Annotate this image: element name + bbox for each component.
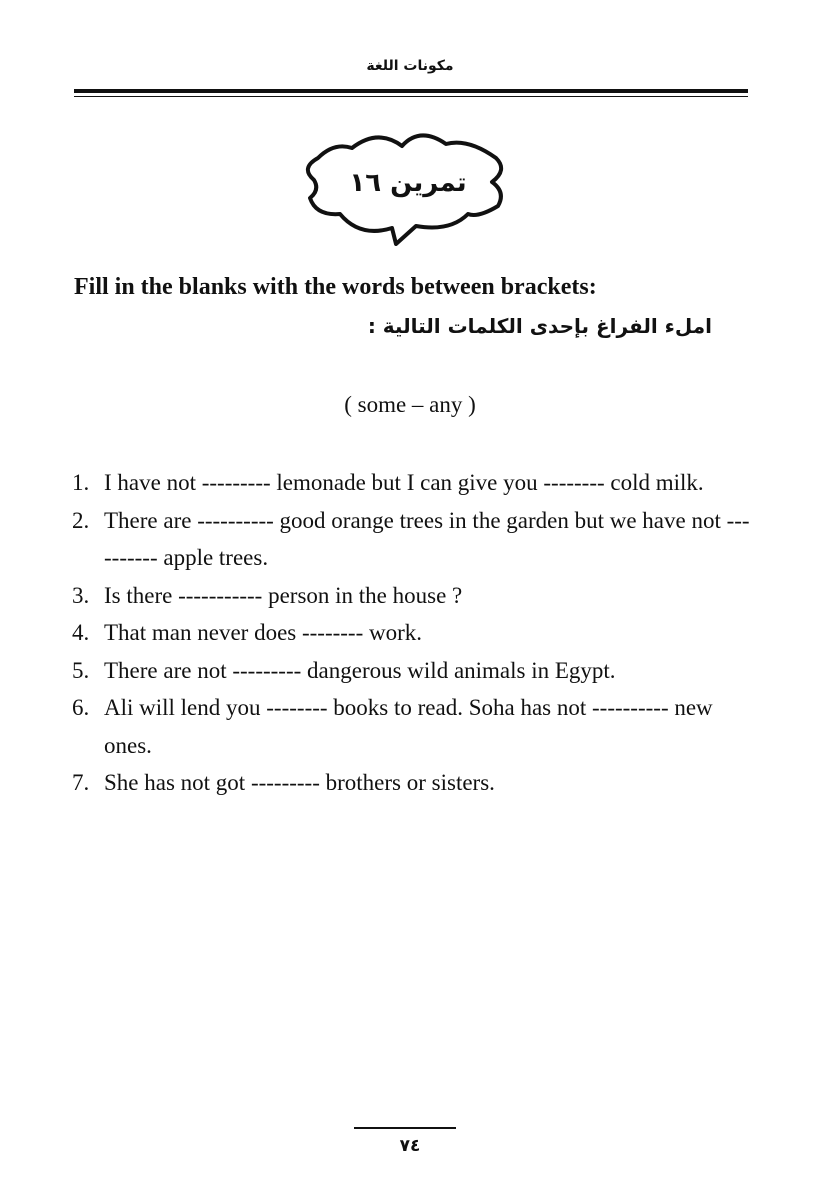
exercise-badge (300, 122, 516, 246)
question-item (72, 764, 752, 802)
question-text: Ali will lend you -------- books to read. Soha has not ---------- new ones. (104, 695, 713, 758)
question-number: 1. (72, 470, 90, 495)
instruction-english: Fill in the blanks with the words between brackets: (74, 274, 597, 300)
word-bank: ( some – any ) (344, 392, 476, 417)
question-item (72, 652, 752, 690)
question-text: Is there ----------- person in the house ? (104, 582, 463, 608)
question-number: 2. (72, 507, 90, 533)
header-rule-thick (74, 89, 748, 93)
running-head-title: مكونات اللغة (366, 58, 454, 74)
question-list (72, 464, 752, 802)
question-item (72, 614, 752, 652)
header-rule-thin (74, 96, 748, 97)
question-text: There are not --------- dangerous wild animals in Egypt. (104, 657, 616, 683)
question-number: 4. (72, 620, 90, 645)
question-text: That man never does -------- work. (104, 620, 423, 645)
question-number: 6. (72, 695, 90, 720)
question-text: I have not --------- lemonade but I can give you -------- cold milk. (104, 470, 704, 495)
question-item (72, 464, 752, 502)
question-text: She has not got --------- brothers or sisters. (104, 770, 495, 795)
question-item (72, 502, 752, 577)
question-item (72, 689, 752, 764)
instruction-arabic: املء الفراغ بإحدى الكلمات التالية : (367, 314, 712, 338)
page-number: ٧٤ (399, 1136, 421, 1156)
question-number: 7. (72, 770, 90, 795)
question-item (72, 577, 752, 615)
question-number: 5. (72, 657, 90, 683)
badge-label: تمرين ١٦ (349, 168, 467, 198)
question-text: There are ---------- good orange trees in the garden but we have not ---------- apple trees. (104, 507, 750, 570)
footer-rule (354, 1127, 456, 1129)
question-number: 3. (72, 582, 90, 608)
